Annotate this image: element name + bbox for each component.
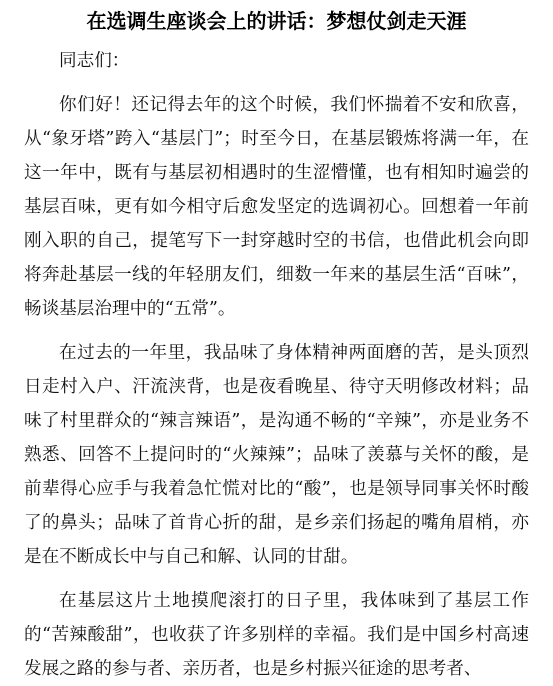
document-title: 在选调生座谈会上的讲话：梦想仗剑走天涯 bbox=[86, 9, 467, 33]
paragraph-3: 在基层这片土地摸爬滚打的日子里，我体味到了基层工作的“苦辣酸甜”，也收获了许多别样的幸福。我们是中国乡村高速发展之路的参与者、亲历者，也是乡村振兴征途的思考者、 bbox=[24, 591, 529, 679]
document-body bbox=[24, 44, 529, 686]
paragraph-1: 你们好！还记得去年的这个时候，我们怀揣着不安和欣喜，从“象牙塔”跨入“基层门”；时至今日，在基层锻炼将满一年，在这一年中，既有与基层初相遇时的生涩懵懂，也有相知时遍尝的基层百味，更有如今相守后愈发坚定的选调初心。回想着一年前刚入职的自己，提笔写下一封穿越时空的书信，也借此机会向即将奔赴基层一线的年轻朋友们，细数一年来的基层生活“百味”，畅谈基层治理中的“五常”。 bbox=[24, 95, 529, 319]
salutation: 同志们： bbox=[59, 51, 130, 71]
paragraph-2: 在过去的一年里，我品味了身体精神两面磨的苦，是头顶烈日走村入户、汗流浃背，也是夜看晚星、待守天明修改材料；品味了村里群众的“辣言辣语”，是沟通不畅的“辛辣”，亦是业务不熟悉、回答不上提问时的“火辣辣”；品味了羡慕与关怀的酸，是前辈得心应手与我着急忙慌对比的“酸”，也是领导同事关怀时酸了的鼻头；品味了首肯心折的甜，是乡亲们扬起的嘴角眉梢，亦是在不断成长中与自己和解、认同的甘甜。 bbox=[24, 343, 529, 567]
